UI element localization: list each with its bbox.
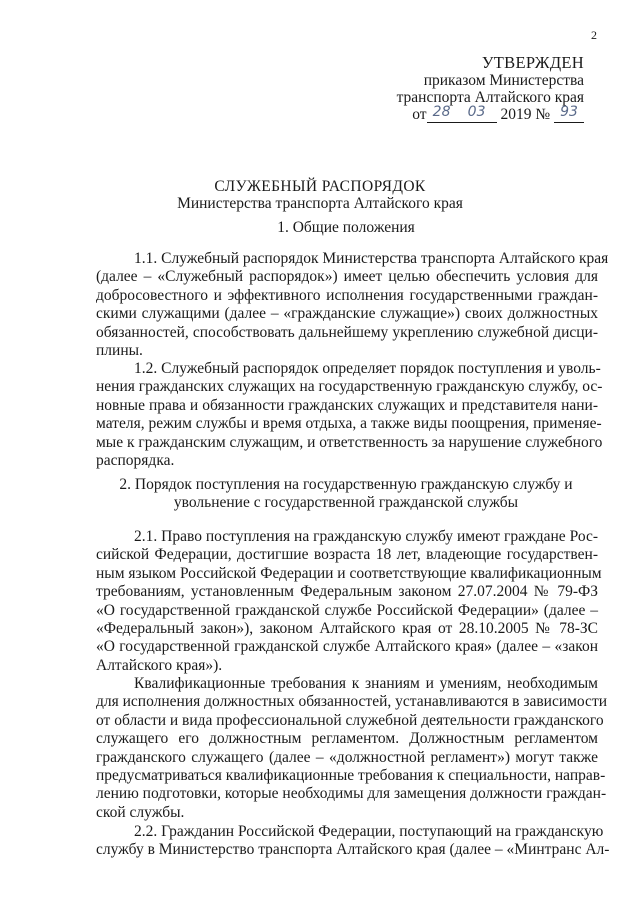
- approval-title: УТВЕРЖДЕН: [481, 53, 584, 72]
- text-line: лению подготовки, которые необходимы для замещения должности граждан-: [96, 785, 607, 803]
- approval-line-1: приказом Министерства: [423, 72, 584, 89]
- text-line: 2.2. Гражданин Российской Федерации, поступающий на гражданскую: [134, 823, 604, 840]
- text-line: скими служащими (далее – «гражданские служащие») своих должностных: [96, 305, 598, 323]
- text-line: гражданского служащего (далее – «должностной регламент») могут также: [96, 748, 598, 766]
- approval-block: [397, 54, 584, 123]
- approval-number: 93: [560, 104, 578, 120]
- text-line: требованиям, установленным Федеральным законом 27.07.2004 № 79-ФЗ: [96, 583, 598, 601]
- approval-day: 28: [432, 104, 451, 120]
- paragraph-1-2: [96, 360, 603, 470]
- text-line: для исполнения должностных обязанностей, устанавливаются в зависимости: [96, 693, 608, 711]
- text-line: обязанностей, способствовать дальнейшему укреплению служебной дисци-: [96, 323, 598, 341]
- text-line: плины.: [96, 342, 143, 360]
- section-2-heading-line-2: увольнение с государственной гражданской службы: [173, 494, 519, 511]
- document-title-line-2: Министерства транспорта Алтайского края: [177, 195, 463, 212]
- text-line: ным языком Российской Федерации и соответствующие квалификационным: [96, 564, 602, 582]
- approval-year: 2019 №: [500, 106, 551, 123]
- text-line: нения гражданских служащих на государственную гражданскую службу, ос-: [96, 378, 603, 396]
- page-number: 2: [591, 28, 597, 42]
- text-line: мые к гражданским служащим, и ответственность за нарушение служебного: [96, 433, 603, 451]
- text-line: новные права и обязанности гражданских служащих и представителя нани-: [96, 396, 598, 414]
- paragraph-1-1: [96, 250, 609, 360]
- approval-date-line: [397, 106, 584, 123]
- approval-number-blank: [554, 106, 584, 123]
- text-line: 2.1. Право поступления на гражданскую службу имеют граждане Рос-: [134, 528, 598, 545]
- approval-month-blank: [457, 106, 497, 123]
- paragraph-2-2: [96, 823, 610, 860]
- text-line: 1.2. Служебный распорядок определяет порядок поступления и уволь-: [134, 360, 601, 377]
- section-2-heading: [96, 476, 596, 512]
- text-line: Квалификационные требования к знаниям и умениям, необходимым: [134, 675, 598, 692]
- document-title-line-1: СЛУЖЕБНЫЙ РАСПОРЯДОК: [214, 178, 426, 195]
- approval-day-blank: [427, 106, 457, 123]
- text-line: Алтайского края»).: [96, 656, 223, 674]
- text-line: сийской Федерации, достигшие возраста 18 лет, владеющие государствен-: [96, 546, 598, 564]
- text-line: службу в Министерство транспорта Алтайского края (далее – «Минтранс Ал-: [96, 841, 610, 859]
- section-2-heading-line-1: 2. Порядок поступления на государственную гражданскую службу и: [119, 476, 573, 493]
- text-line: ской службы.: [96, 803, 185, 821]
- approval-month: 03: [467, 104, 486, 120]
- text-line: распорядка.: [96, 452, 175, 470]
- paragraph-2-1: [96, 528, 602, 675]
- text-line: предусматриваться квалификационные требования к специальности, направ-: [96, 767, 606, 785]
- text-line: служащего его должностным регламентом. Должностным регламентом: [96, 730, 598, 748]
- text-line: мателя, режим службы и время отдыха, а также виды поощрения, применяе-: [96, 415, 602, 433]
- section-1-heading: 1. Общие положения: [277, 219, 415, 236]
- approval-line-2: транспорта Алтайского края: [396, 89, 584, 106]
- text-line: «О государственной гражданской службе Алтайского края» (далее – «закон: [96, 638, 598, 656]
- text-line: (далее – «Служебный распорядок») имеет целью обеспечить условия для: [96, 268, 598, 286]
- text-line: 1.1. Служебный распорядок Министерства транспорта Алтайского края: [134, 250, 609, 267]
- approval-date-prefix: от: [412, 106, 427, 123]
- text-line: «О государственной гражданской службе Российской Федерации» (далее –: [96, 601, 598, 619]
- text-line: «Федеральный закон»), законом Алтайского края от 28.10.2005 № 78-ЗС: [96, 620, 598, 638]
- paragraph-2-1-qualification: [96, 675, 608, 822]
- document-title: [0, 178, 640, 212]
- text-line: от области и вида профессиональной служебной деятельности гражданского: [96, 711, 604, 729]
- text-line: добросовестного и эффективного исполнения государственными граждан-: [96, 286, 598, 304]
